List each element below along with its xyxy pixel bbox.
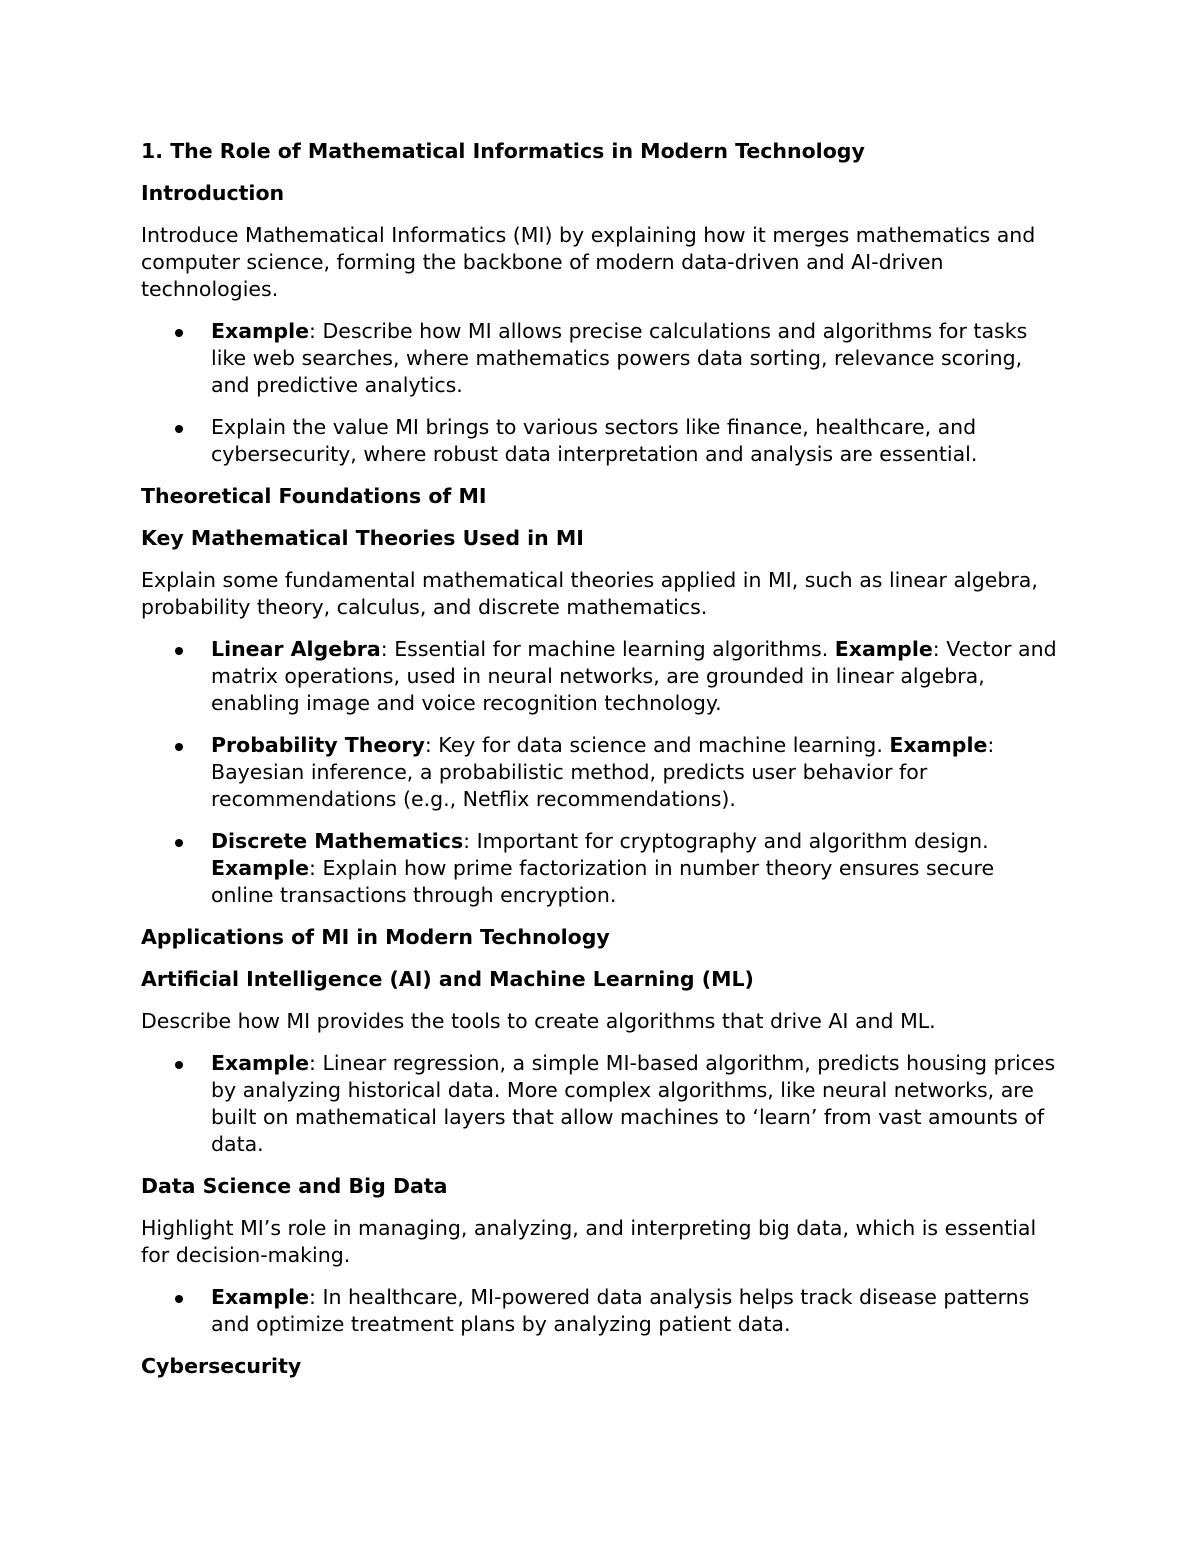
applications-heading: Applications of MI in Modern Technology	[141, 925, 610, 949]
bullet-text: In healthcare, MI-powered data analysis helps track disease patterns and optimize treatment plans by analyzing patient data.	[211, 1285, 1030, 1336]
example-text: Vector and matrix operations, used in neural networks, are grounded in linear algebra, enabling image and voice recognition technology.	[211, 637, 1057, 715]
list-item	[141, 828, 1061, 909]
introduction-paragraph: Introduce Mathematical Informatics (MI) by explaining how it merges mathematics and computer science, forming the backbone of modern data-driven and AI-driven technologies.	[141, 223, 1036, 301]
list-item	[141, 636, 1061, 717]
example-separator: :	[932, 637, 947, 661]
bullet-label: Discrete Mathematics	[211, 829, 464, 853]
foundations-heading: Theoretical Foundations of MI	[141, 484, 487, 508]
bullet-icon	[175, 329, 183, 337]
bullet-separator: :	[309, 1051, 323, 1075]
example-text: Bayesian inference, a probabilistic method, predicts user behavior for recommendations (e.g., Netflix recommendations).	[211, 760, 928, 811]
list-item	[141, 1050, 1061, 1158]
foundations-paragraph: Explain some fundamental mathematical theories applied in MI, such as linear algebra, probability theory, calculus, and discrete mathematics.	[141, 568, 1038, 619]
cybersecurity-subheading: Cybersecurity	[141, 1354, 302, 1378]
example-label: Example	[211, 856, 310, 880]
data-science-bullet-list	[141, 1284, 1061, 1338]
example-text: Explain how prime factorization in number theory ensures secure online transactions through encryption.	[211, 856, 995, 907]
bullet-icon	[175, 1295, 183, 1303]
key-theories-subheading: Key Mathematical Theories Used in MI	[141, 526, 584, 550]
example-label: Example	[834, 637, 933, 661]
bullet-label: Example	[211, 319, 310, 343]
introduction-heading: Introduction	[141, 181, 285, 205]
bullet-label: Linear Algebra	[211, 637, 381, 661]
bullet-icon	[175, 743, 183, 751]
data-science-paragraph: Highlight MI’s role in managing, analyzing, and interpreting big data, which is essential for decision-making.	[141, 1216, 1037, 1267]
bullet-text: Essential for machine learning algorithms.	[394, 637, 835, 661]
bullet-label: Probability Theory	[211, 733, 425, 757]
bullet-text: Explain the value MI brings to various sectors like finance, healthcare, and cybersecurity, where robust data interpretation and analysis are essential.	[211, 415, 978, 466]
bullet-label: Example	[211, 1285, 310, 1309]
document-title: 1. The Role of Mathematical Informatics in Modern Technology	[141, 139, 865, 163]
bullet-text: Key for data science and machine learning.	[438, 733, 890, 757]
bullet-text: Important for cryptography and algorithm design.	[476, 829, 989, 853]
example-separator: :	[309, 856, 323, 880]
bullet-text: Describe how MI allows precise calculations and algorithms for tasks like web searches, where mathematics powers data sorting, relevance scoring, and predictive analytics.	[211, 319, 1028, 397]
bullet-separator: :	[380, 637, 395, 661]
bullet-text: Linear regression, a simple MI-based algorithm, predicts housing prices by analyzing historical data. More complex algorithms, like neural networks, are built on mathematical layers that allow machines to ‘learn’ from vast amounts of data.	[211, 1051, 1056, 1156]
document-page	[141, 138, 1061, 1395]
bullet-separator: :	[463, 829, 477, 853]
list-item	[141, 732, 1061, 813]
bullet-separator: :	[424, 733, 439, 757]
theories-bullet-list	[141, 636, 1061, 909]
example-label: Example	[889, 733, 988, 757]
ai-ml-subheading: Artificial Intelligence (AI) and Machine Learning (ML)	[141, 967, 754, 991]
bullet-icon	[175, 425, 183, 433]
introduction-bullet-list	[141, 318, 1061, 468]
bullet-label: Example	[211, 1051, 310, 1075]
bullet-icon	[175, 647, 183, 655]
bullet-icon	[175, 1061, 183, 1069]
list-item	[141, 1284, 1061, 1338]
bullet-separator: :	[309, 319, 323, 343]
ai-ml-bullet-list	[141, 1050, 1061, 1158]
list-item	[141, 414, 1061, 468]
list-item	[141, 318, 1061, 399]
data-science-subheading: Data Science and Big Data	[141, 1174, 448, 1198]
example-separator: :	[987, 733, 995, 757]
ai-ml-paragraph: Describe how MI provides the tools to create algorithms that drive AI and ML.	[141, 1009, 936, 1033]
bullet-separator: :	[309, 1285, 323, 1309]
bullet-icon	[175, 839, 183, 847]
